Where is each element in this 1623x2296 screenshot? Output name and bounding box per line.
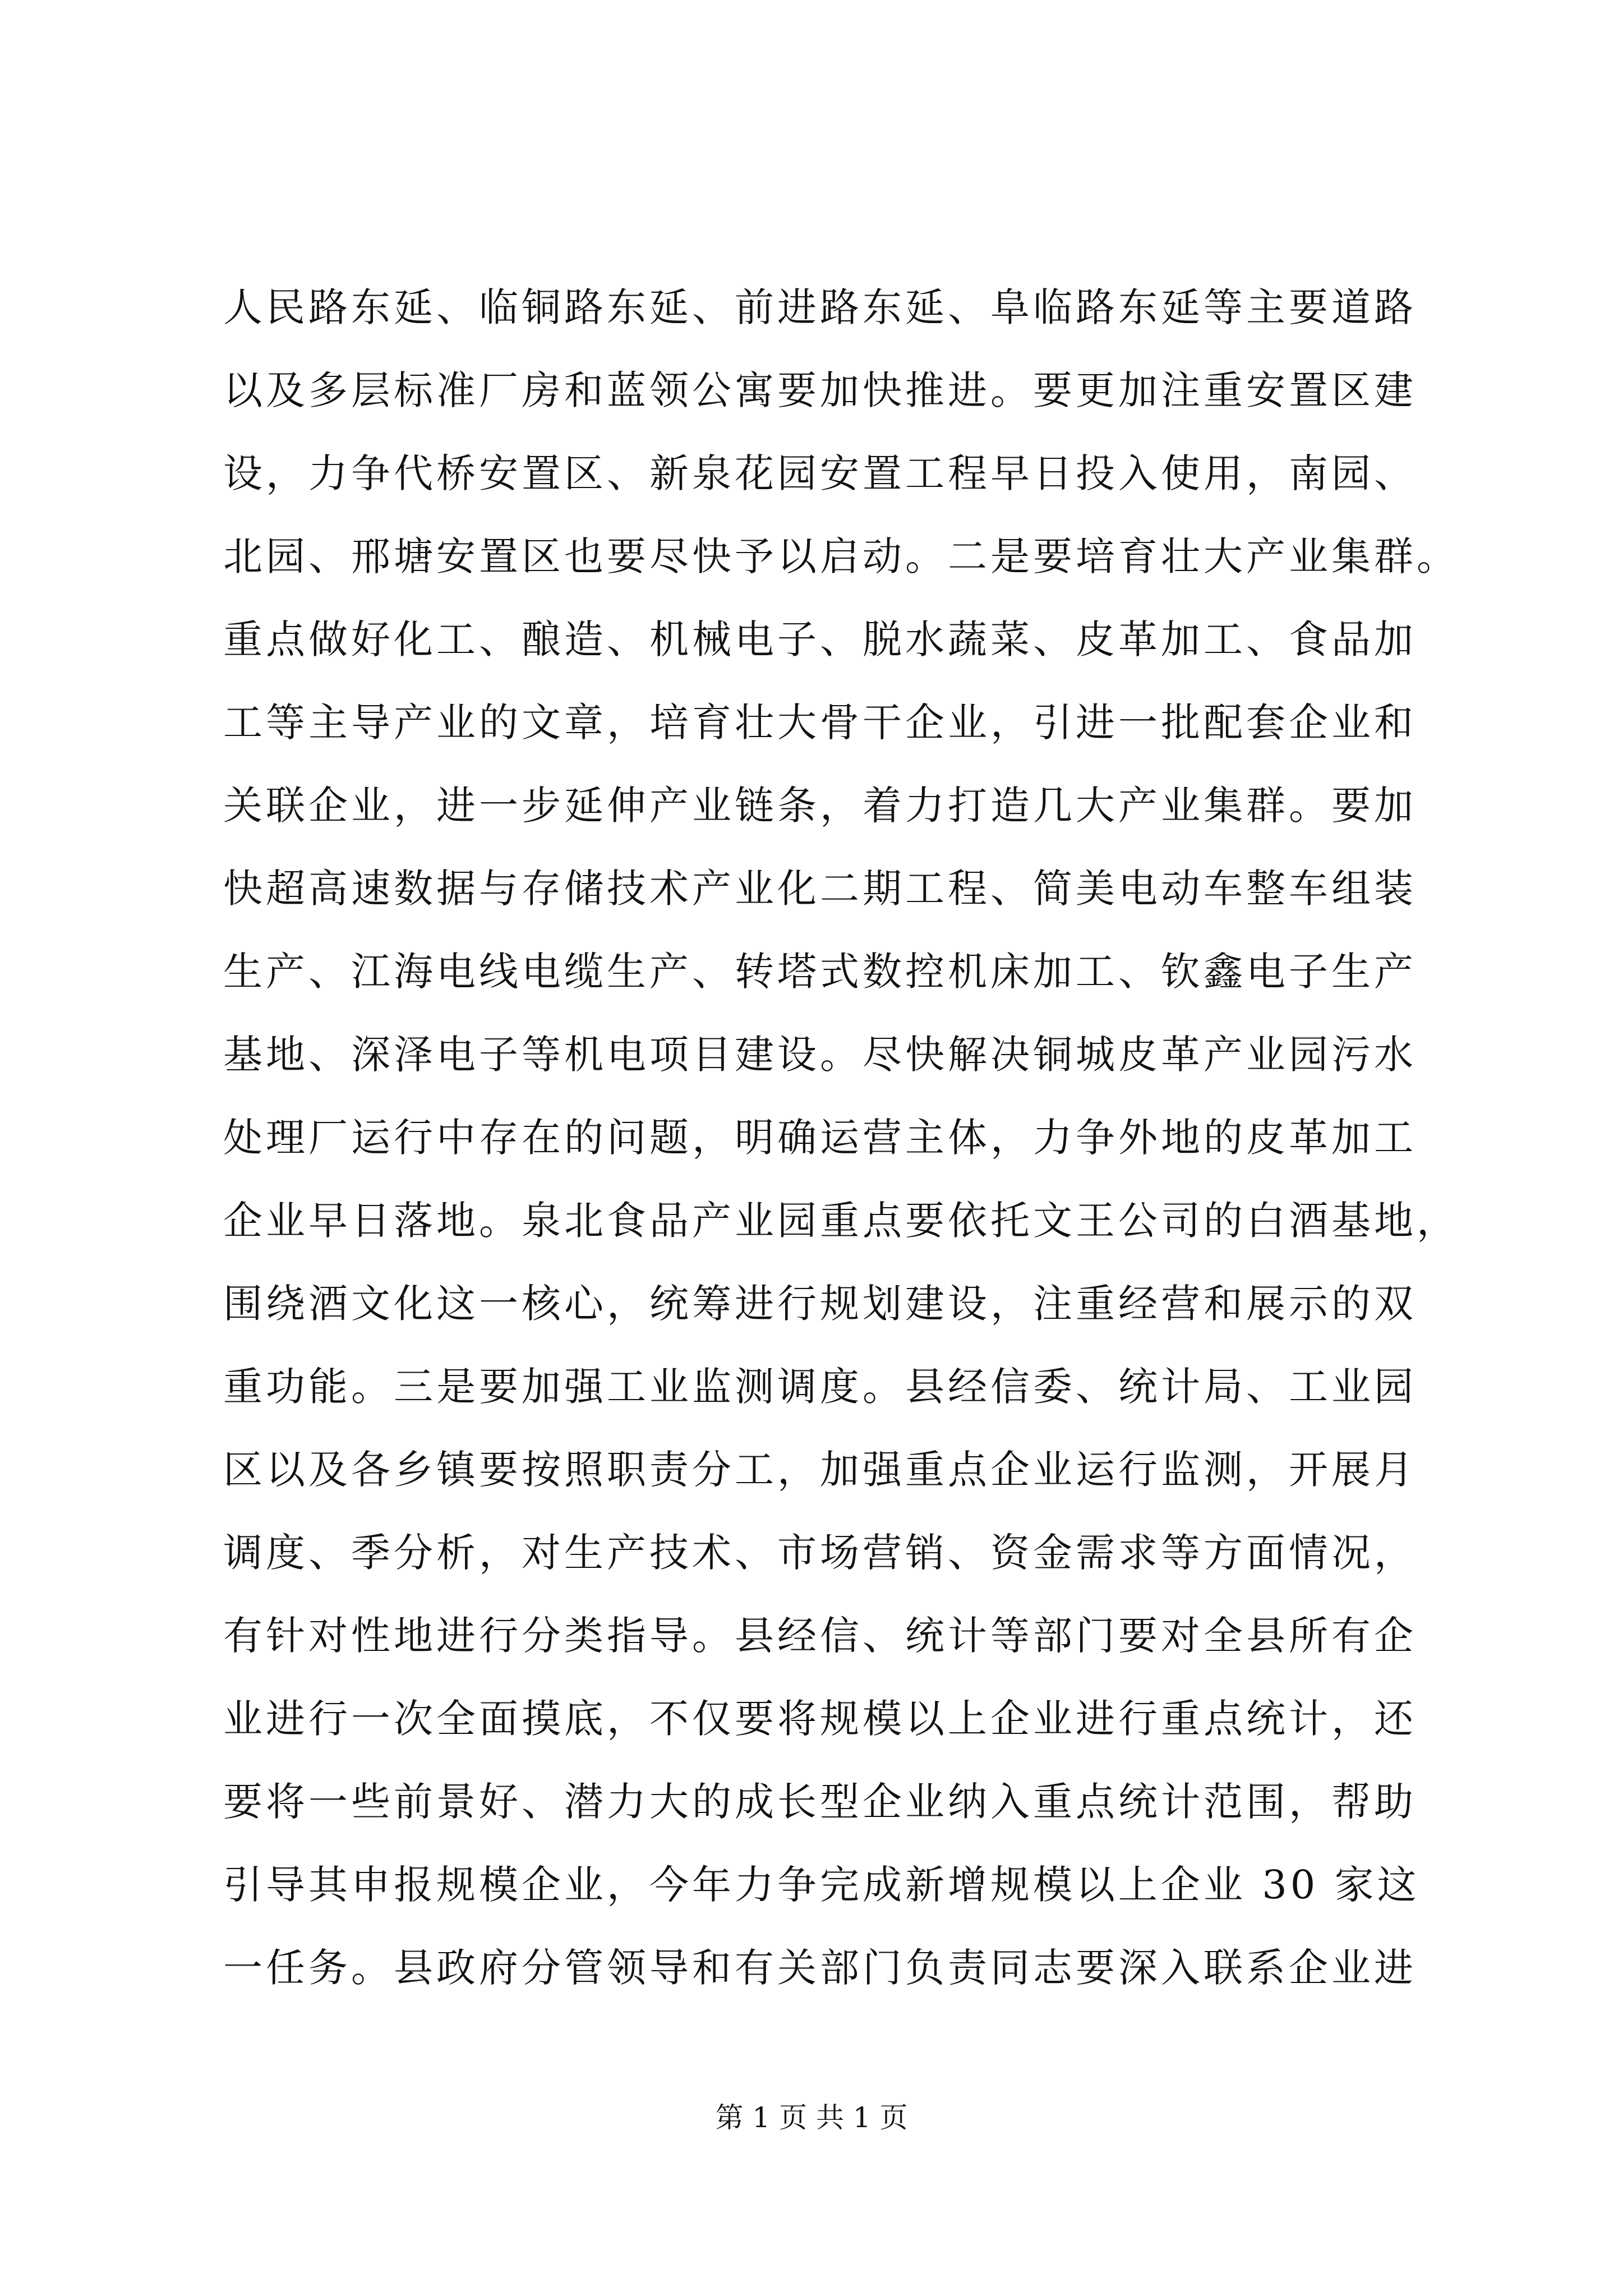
text-line: 要将一些前景好、潜力大的成长型企业纳入重点统计范围，帮助 xyxy=(223,1779,1417,1825)
document-body xyxy=(223,266,1459,2009)
text-line: 重功能。三是要加强工业监测调度。县经信委、统计局、工业园 xyxy=(223,1364,1417,1410)
text-line: 设，力争代桥安置区、新泉花园安置工程早日投入使用，南园、 xyxy=(223,450,1417,496)
text-line: 重点做好化工、酿造、机械电子、脱水蔬菜、皮革加工、食品加 xyxy=(223,616,1417,662)
text-line: 处理厂运行中存在的问题，明确运营主体，力争外地的皮革加工 xyxy=(223,1115,1417,1161)
text-line: 一任务。县政府分管领导和有关部门负责同志要深入联系企业进 xyxy=(223,1945,1417,1991)
text-line: 关联企业，进一步延伸产业链条，着力打造几大产业集群。要加 xyxy=(223,783,1417,829)
page-footer: 第 1 页 共 1 页 xyxy=(715,2101,908,2134)
text-line: 引导其申报规模企业，今年力争完成新增规模以上企业 30 家这 xyxy=(223,1862,1420,1908)
text-line: 生产、江海电线电缆生产、转塔式数控机床加工、钦鑫电子生产 xyxy=(223,949,1417,995)
text-line: 业进行一次全面摸底，不仅要将规模以上企业进行重点统计，还 xyxy=(223,1696,1417,1742)
text-line: 工等主导产业的文章，培育壮大骨干企业，引进一批配套企业和 xyxy=(223,700,1417,746)
text-line: 围绕酒文化这一核心，统筹进行规划建设，注重经营和展示的双 xyxy=(223,1281,1417,1327)
text-line: 基地、深泽电子等机电项目建设。尽快解决铜城皮革产业园污水 xyxy=(223,1032,1417,1078)
text-line: 北园、邢塘安置区也要尽快予以启动。二是要培育壮大产业集群。 xyxy=(223,533,1459,579)
text-line: 调度、季分析，对生产技术、市场营销、资金需求等方面情况， xyxy=(223,1530,1417,1576)
text-line: 快超高速数据与存储技术产业化二期工程、简美电动车整车组装 xyxy=(223,866,1417,912)
text-line: 以及多层标准厂房和蓝领公寓要加快推进。要更加注重安置区建 xyxy=(223,367,1417,413)
text-line: 人民路东延、临铜路东延、前进路东延、阜临路东延等主要道路 xyxy=(223,284,1417,330)
text-line: 区以及各乡镇要按照职责分工，加强重点企业运行监测，开展月 xyxy=(223,1447,1417,1493)
text-line: 企业早日落地。泉北食品产业园重点要依托文王公司的白酒基地， xyxy=(223,1198,1459,1244)
text-line: 有针对性地进行分类指导。县经信、统计等部门要对全县所有企 xyxy=(223,1613,1417,1659)
